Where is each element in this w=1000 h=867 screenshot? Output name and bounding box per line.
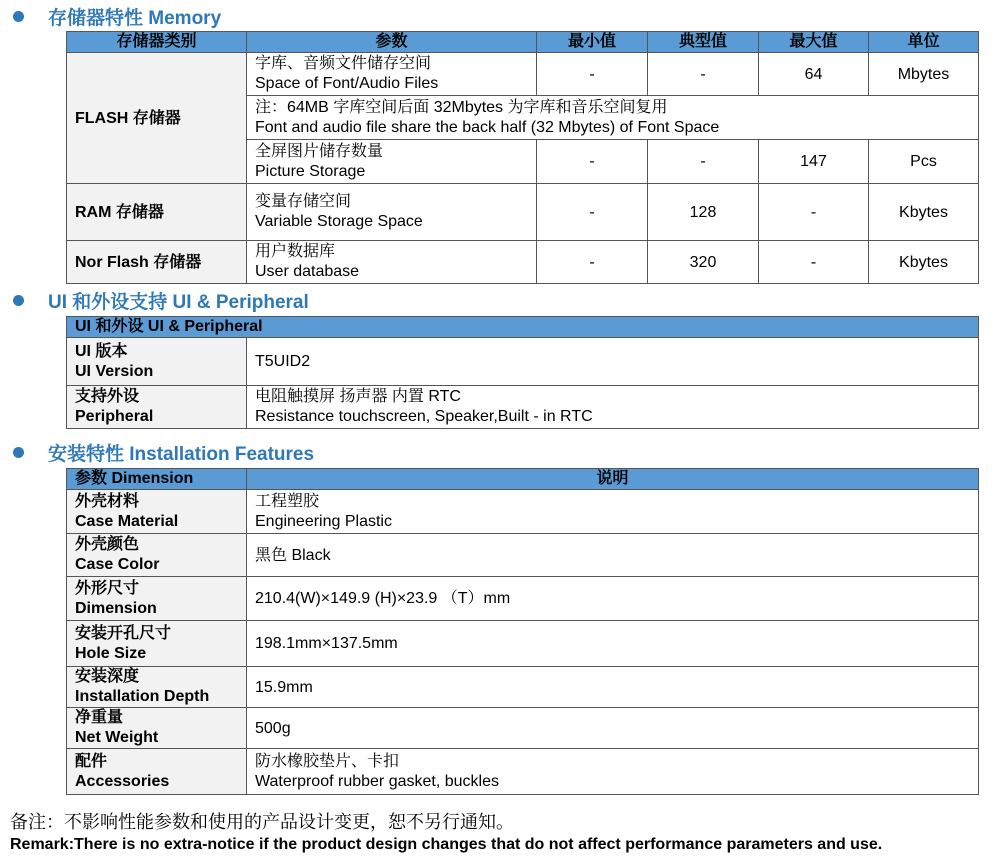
case-color-value: 黑色 Black bbox=[247, 534, 979, 577]
ui-header: UI 和外设 UI & Peripheral bbox=[67, 317, 979, 338]
typ-value: 128 bbox=[648, 184, 759, 241]
value-en: Engineering Plastic bbox=[255, 512, 392, 530]
case-material-label bbox=[67, 490, 247, 534]
param-cell bbox=[247, 53, 537, 96]
min-value: - bbox=[537, 140, 648, 184]
install-table bbox=[66, 468, 979, 795]
unit-value: Kbytes bbox=[869, 184, 979, 241]
bullet-icon bbox=[13, 11, 24, 22]
value-en: Resistance touchscreen, Speaker,Built - in RTC bbox=[255, 408, 593, 425]
install-header-row bbox=[67, 469, 979, 490]
label-cn: 安装深度 bbox=[75, 668, 140, 685]
header-param: 参数 bbox=[247, 32, 537, 53]
install-title: 安装特性 Installation Features bbox=[48, 443, 315, 465]
install-depth-label bbox=[67, 667, 247, 708]
typ-value: - bbox=[648, 53, 759, 96]
param-cn: 全屏图片储存数量 bbox=[255, 142, 384, 160]
table-row bbox=[67, 667, 979, 708]
header-param: 参数 Dimension bbox=[67, 469, 247, 490]
max-value: 147 bbox=[759, 140, 869, 184]
value-cn: 电阻触摸屏 扬声器 内置 RTC bbox=[255, 388, 461, 405]
dimension-value: 210.4(W)×149.9 (H)×23.9 （T）mm bbox=[247, 577, 979, 621]
label-cn: UI 版本 bbox=[75, 342, 128, 360]
label-en: UI Version bbox=[75, 362, 154, 380]
ui-title: UI 和外设支持 UI & Peripheral bbox=[48, 291, 309, 313]
label-cn: 净重量 bbox=[75, 709, 124, 726]
section-title-ui bbox=[0, 287, 309, 313]
label-en: Accessories bbox=[75, 772, 170, 790]
label-en: Hole Size bbox=[75, 644, 147, 662]
unit-value: Pcs bbox=[869, 140, 979, 184]
header-typ: 典型值 bbox=[648, 32, 759, 53]
typ-value: 320 bbox=[648, 241, 759, 284]
ui-version-value: T5UID2 bbox=[247, 338, 979, 386]
header-category: 存储器类别 bbox=[67, 32, 247, 53]
label-en: Case Material bbox=[75, 512, 179, 530]
label-cn: 外壳材料 bbox=[75, 492, 140, 510]
install-depth-value: 15.9mm bbox=[247, 667, 979, 708]
value-cn: 防水橡胶垫片、卡扣 bbox=[255, 752, 400, 770]
section-title-memory bbox=[0, 3, 221, 29]
value-cn: 工程塑胶 bbox=[255, 492, 320, 510]
remark-en: Remark:There is no extra-notice if the product design changes that do not affect performance parameters and use. bbox=[10, 836, 883, 853]
table-row bbox=[67, 338, 979, 386]
label-en: Installation Depth bbox=[75, 688, 210, 705]
table-row bbox=[67, 708, 979, 749]
accessories-label bbox=[67, 749, 247, 795]
table-row bbox=[67, 577, 979, 621]
param-en: Picture Storage bbox=[255, 162, 366, 180]
ui-header-row bbox=[67, 317, 979, 338]
ram-label: RAM 存储器 bbox=[67, 184, 247, 241]
peripheral-value bbox=[247, 386, 979, 429]
flash-note bbox=[247, 96, 979, 140]
peripheral-label bbox=[67, 386, 247, 429]
header-unit: 单位 bbox=[869, 32, 979, 53]
min-value: - bbox=[537, 53, 648, 96]
max-value: - bbox=[759, 241, 869, 284]
memory-header-row bbox=[67, 32, 979, 53]
bullet-icon bbox=[13, 447, 24, 458]
remark-cn: 备注：不影响性能参数和使用的产品设计变更，恕不另行通知。 bbox=[10, 812, 514, 833]
label-cn: 外形尺寸 bbox=[75, 579, 140, 597]
table-row bbox=[67, 184, 979, 241]
label-en: Net Weight bbox=[75, 729, 159, 746]
header-max: 最大值 bbox=[759, 32, 869, 53]
case-color-label bbox=[67, 534, 247, 577]
hole-size-label bbox=[67, 621, 247, 667]
param-cn: 字库、音频文件储存空间 bbox=[255, 55, 432, 72]
header-min: 最小值 bbox=[537, 32, 648, 53]
hole-size-value: 198.1mm×137.5mm bbox=[247, 621, 979, 667]
nor-label: Nor Flash 存储器 bbox=[67, 241, 247, 284]
header-desc: 说明 bbox=[247, 469, 979, 490]
net-weight-label bbox=[67, 708, 247, 749]
min-value: - bbox=[537, 241, 648, 284]
table-row bbox=[67, 621, 979, 667]
param-en: Space of Font/Audio Files bbox=[255, 75, 439, 92]
section-title-install bbox=[0, 439, 314, 465]
value-en: Waterproof rubber gasket, buckles bbox=[255, 772, 499, 790]
table-row bbox=[67, 241, 979, 284]
label-en: Dimension bbox=[75, 599, 157, 617]
param-en: User database bbox=[255, 263, 360, 280]
table-row bbox=[67, 386, 979, 429]
typ-value: - bbox=[648, 140, 759, 184]
param-cn: 变量存储空间 bbox=[255, 193, 352, 210]
note-cn: 注：64MB 字库空间后面 32Mbytes 为字库和音乐空间复用 bbox=[255, 98, 668, 116]
label-en: Peripheral bbox=[75, 408, 154, 425]
dimension-label bbox=[67, 577, 247, 621]
param-cn: 用户数据库 bbox=[255, 243, 336, 260]
label-cn: 安装开孔尺寸 bbox=[75, 624, 172, 642]
label-cn: 配件 bbox=[75, 752, 108, 770]
unit-value: Mbytes bbox=[869, 53, 979, 96]
max-value: 64 bbox=[759, 53, 869, 96]
bullet-icon bbox=[13, 295, 24, 306]
ui-table bbox=[66, 316, 979, 429]
table-row bbox=[67, 749, 979, 795]
ui-version-label bbox=[67, 338, 247, 386]
memory-table bbox=[66, 31, 979, 284]
table-row bbox=[67, 53, 979, 96]
table-row bbox=[67, 490, 979, 534]
accessories-value bbox=[247, 749, 979, 795]
param-cell bbox=[247, 184, 537, 241]
param-cell bbox=[247, 241, 537, 284]
param-cell bbox=[247, 140, 537, 184]
table-row bbox=[67, 534, 979, 577]
flash-label: FLASH 存储器 bbox=[67, 53, 247, 184]
unit-value: Kbytes bbox=[869, 241, 979, 284]
min-value: - bbox=[537, 184, 648, 241]
label-cn: 支持外设 bbox=[75, 388, 140, 405]
net-weight-value: 500g bbox=[247, 708, 979, 749]
note-en: Font and audio file share the back half (32 Mbytes) of Font Space bbox=[255, 118, 720, 136]
max-value: - bbox=[759, 184, 869, 241]
param-en: Variable Storage Space bbox=[255, 213, 423, 230]
label-cn: 外壳颜色 bbox=[75, 536, 140, 553]
case-material-value bbox=[247, 490, 979, 534]
memory-title: 存储器特性 Memory bbox=[48, 7, 222, 29]
label-en: Case Color bbox=[75, 556, 160, 573]
